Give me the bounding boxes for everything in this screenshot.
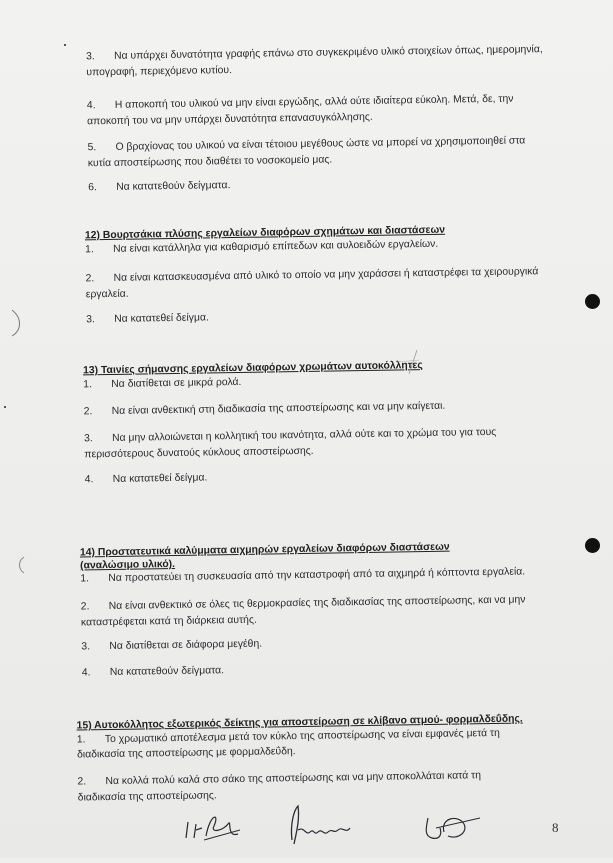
s15-item-1-cont: διαδικασία της αποστείρωσης με φορμαλδεΰδη. — [76, 746, 296, 761]
s14-item-1: 1. Να προστατεύει τη συσκευασία από την καταστροφή από τα αιχμηρά ή κόπτοντα εργαλεία. — [80, 566, 526, 585]
s14-item-2: 2. Να είναι ανθεκτικό σε όλες τις θερμοκρασίες της διαδικασίας της αποστείρωσης, και να μην — [80, 594, 526, 613]
s15-item-2-cont: διαδικασία της αποστείρωσης. — [77, 790, 217, 804]
s13-item-3: 3. Να μην αλλοιώνεται η κολλητική του ικανότητα, αλλά ούτε και το χρώμα του για τους — [84, 426, 497, 445]
s13-item-4: 4. Να κατατεθεί δείγμα. — [84, 472, 208, 486]
s14-title-cont: (αναλώσιμο υλικό). — [80, 558, 176, 572]
s13-item-3-cont: περισσότερους δυνατούς κύκλους αποστείρωσης. — [84, 445, 314, 461]
s12-item-3: 3. Να κατατεθεί δείγμα. — [86, 312, 209, 326]
s15-item-2: 2. Να κολλά πολύ καλά στο σάκο της αποστείρωσης και να μην αποκολλάται κατά τη — [77, 770, 482, 788]
s12-item-2-cont: εργαλεία. — [85, 288, 129, 301]
s13-title: 13) Ταινίες σήμανσης εργαλείων διαφόρων χρωμάτων αυτοκόλλητες — [82, 360, 423, 377]
s12-item-1: 1. Να είναι κατάλληλα για καθαρισμό επίπεδων και αυλοειδών εργαλείων. — [85, 238, 439, 256]
s13-item-2: 2. Να είναι ανθεκτική στη διαδικασία της αποστείρωσης και να μην καίγεται. — [83, 400, 446, 418]
s14-item-4: 4. Να κατατεθούν δείγματα. — [81, 665, 225, 679]
signature-1 — [180, 808, 250, 848]
s12-item-2: 2. Να είναι κατασκευασμένα από υλικό το οποίο να μην χαράσσει ή καταστρέφει τα χειρουργικά — [85, 266, 539, 285]
s11-item-5: 5. Ο βραχίονας του υλικού να είναι τέτοιου μεγέθους ώστε να μπορεί να χρησιμοποιηθεί στα — [87, 135, 526, 154]
pen-mark — [395, 348, 435, 378]
s14-item-3: 3. Να διατίθεται σε διάφορα μεγέθη. — [81, 638, 263, 653]
s13-item-1: 1. Να διατίθεται σε μικρά ρολά. — [83, 376, 242, 391]
s11-item-3-cont: υπογραφή, περιεχόμενο κυτίου. — [86, 65, 233, 79]
s11-item-4: 4. Η αποκοπή του υλικού να μην είναι εργώδης, αλλά ούτε ιδιαίτερα εύκολη. Μετά, δε, την — [86, 93, 514, 112]
signature-2 — [284, 800, 364, 850]
s14-item-2-cont: καταστρέφεται κατά τη διάρκεια αυτής. — [80, 614, 257, 629]
s11-item-5-cont: κυτία αποστείρωσης που διαθέτει το νοσοκομείο μας. — [87, 154, 333, 170]
s11-item-4-cont: αποκοπή του να μην υπάρχει δυνατότητα επανασυγκόλλησης. — [87, 111, 373, 128]
s14-title: 14) Προστατευτικά καλύμματα αιχμηρών εργαλείων διαφόρων διαστάσεων — [79, 541, 450, 559]
s11-item-3: 3. Να υπάρχει δυνατότητα γραφής επάνω στο συγκεκριμένο υλικό στοιχείων όπως, ημερομηνία, — [86, 44, 543, 63]
s15-item-1: 1. Το χρωματικό αποτέλεσμα μετά τον κύκλο της αποστείρωσης να είναι εμφανές μετά τη — [76, 727, 500, 746]
s12-title: 12) Βουρτσάκια πλύσης εργαλείων διαφόρων σχημάτων και διαστάσεων — [84, 224, 446, 242]
s11-item-6: 6. Να κατατεθούν δείγματα. — [88, 180, 231, 194]
signature-3 — [418, 808, 488, 848]
s15-title: 15) Αυτοκόλλητος εξωτερικός δείκτης για αποστείρωση σε κλίβανο ατμού- φορμαλδεΰδης. — [76, 713, 523, 732]
page-number: 8 — [552, 820, 559, 835]
